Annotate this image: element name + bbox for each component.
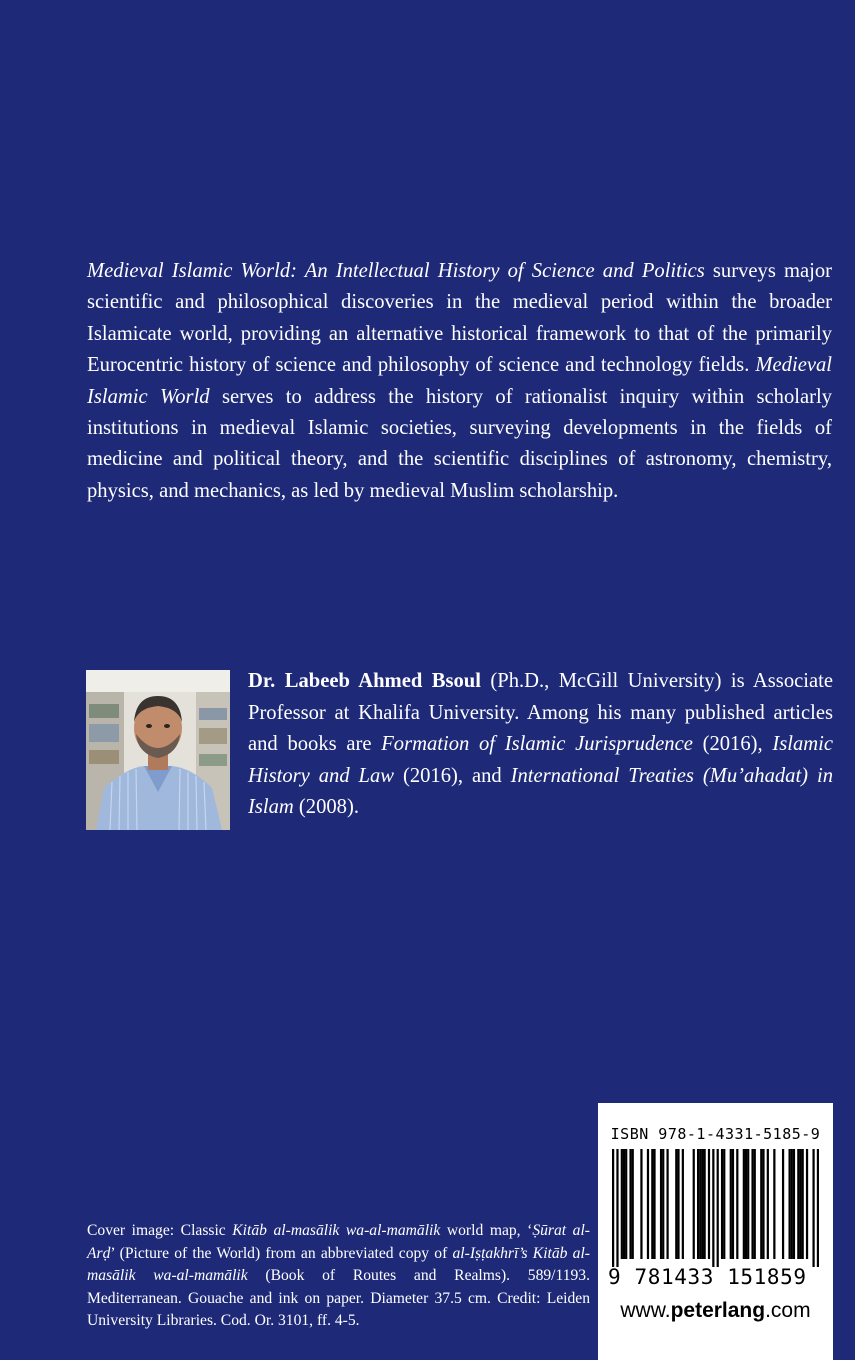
blurb-text-2: serves to address the history of rationalist inquiry within scholarly institutions in medieval Islamic societies, surveying developments in the fields of medicine and political theory, and the scientific disciplines of astronomy, chemistry, physics, and mechanics, as led by medieval Muslim scholarship. [87,385,832,502]
credit-text: Cover image: Classic [87,1222,233,1239]
barcode-bar [791,1149,793,1259]
barcode-bar [675,1149,677,1259]
barcode-bar [736,1149,738,1259]
isbn-digits: 9 781433 151859 [608,1265,807,1289]
author-photo [86,670,230,830]
author-bio-text: (Ph.D., McGill University) is Associate Professor at Khalifa University. Among his many published articles and books are [248,670,833,755]
publisher-url [598,1299,833,1323]
book-formation: Formation of Islamic Jurisprudence [381,733,693,755]
barcode-bar [625,1149,627,1259]
barcode-bar [623,1149,625,1259]
barcode-bar [632,1149,634,1259]
barcode-bar [629,1149,631,1259]
barcode-bar [717,1149,719,1267]
barcode-bar [616,1149,618,1267]
barcode-bar [704,1149,706,1259]
barcode-bar [701,1149,703,1259]
credit-italic: al-Iṣṭakhrī’s Kitāb al-masālik wa-al-mamālik [87,1244,590,1285]
barcode-bar [723,1149,725,1259]
cover-image-credit [87,1220,590,1333]
barcode-bar [653,1149,655,1259]
barcode-bar [708,1149,710,1259]
credit-text: (Book of Routes and Realms). 589/1193. Mediterranean. Gouache and ink on paper. Diameter 37.5 cm. Credit: Leiden University Libraries. Cod. Or. 3101, ff. 4-5. [87,1267,590,1330]
credit-text: world map, ‘ [440,1222,533,1239]
barcode-bar [760,1149,762,1259]
book-islamic-history: Islamic History and Law [248,733,833,787]
barcode-bar [762,1149,764,1259]
barcode-bar [812,1149,814,1267]
barcode-bar [793,1149,795,1259]
credit-italic: Ṣūrat al-Arḍ [87,1222,590,1262]
credit-text: ’ (Picture of the World) from an abbreviated copy of [110,1244,453,1262]
barcode-bar [799,1149,801,1259]
barcode-bar [767,1149,769,1259]
book-treaties: International Treaties (Mu’ahadat) in Islam [248,764,834,818]
barcode-bar [806,1149,808,1259]
barcode-bar [782,1149,784,1259]
barcode-bar [788,1149,790,1259]
barcode-bar [647,1149,649,1259]
barcode-bar [732,1149,734,1259]
author-name: Dr. Labeeb Ahmed Bsoul [248,670,481,692]
barcode-bar [712,1149,714,1267]
barcode-bar [817,1149,819,1267]
barcode-bar [662,1149,664,1259]
barcode-bar [773,1149,775,1259]
barcode-bar [754,1149,756,1259]
barcode-bar [802,1149,804,1259]
barcode-bar [797,1149,799,1259]
barcode-bar [612,1149,614,1267]
barcode-bar [693,1149,695,1259]
barcode-bar [743,1149,745,1259]
barcode-bar [721,1149,723,1259]
barcode-bar [666,1149,668,1259]
barcode-panel [598,1103,833,1360]
url-prefix: www. [620,1299,671,1322]
barcode-bar [730,1149,732,1259]
credit-italic: Kitāb al-masālik wa-al-mamālik [232,1222,441,1239]
url-suffix: .com [765,1299,811,1322]
barcode [612,1149,819,1267]
barcode-bar [621,1149,623,1259]
isbn-label: ISBN 978-1-4331-5185-9 [610,1125,821,1143]
author-bio [248,666,833,824]
book-title: Medieval Islamic World: An Intellectual History of Science and Politics [87,260,705,282]
blurb-text-1: surveys major scientific and philosophical discoveries in the medieval period within the broader Islamicate world, providing an alternative historical framework to that of the primarily Eurocentric history of science and philosophy of science and technology fields. [87,260,833,377]
barcode-bar [651,1149,653,1259]
barcode-bar [677,1149,679,1259]
barcode-bar [660,1149,662,1259]
barcode-bar [697,1149,699,1259]
barcode-bar [682,1149,684,1259]
barcode-bar [699,1149,701,1259]
author-bio-text: (2016), and [394,764,511,787]
author-bio-text: (2008). [293,796,359,818]
url-brand: peterlang [670,1299,766,1322]
book-short-title: Medieval Islamic World [87,354,832,408]
barcode-bar [747,1149,749,1259]
barcode-bar [745,1149,747,1259]
barcode-bar [640,1149,642,1259]
back-cover-blurb [87,256,832,507]
barcode-bar [751,1149,753,1259]
author-bio-text: (2016), [692,733,773,755]
